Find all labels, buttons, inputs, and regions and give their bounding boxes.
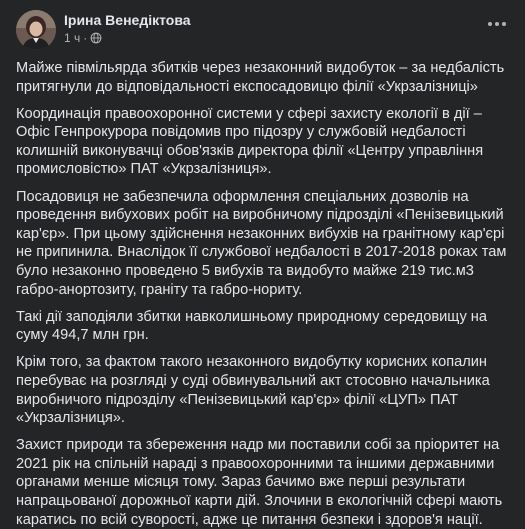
post-paragraph: Крім того, за фактом такого незаконного видобутку корисних копалин перебуває на розгляді у суді обвинувальний акт стосовно начальника виробничого підрозділу «Пенізевицький кар'єр» філії «ЦУП» ПАТ «Укрзалізниця». [16, 354, 490, 427]
post-paragraph: Захист природи та збереження надр ми поставили собі за пріоритет на 2021 рік на спільній нараді з правоохоронними та іншими державними органами менше місяця тому. Зараз бачимо вже перші результати напрацьованої дорожньої карти дій. Злочини в екологічній сфері мають каратись по всій суворості, адже це питання безпеки і здоров'я нації. [16, 437, 503, 528]
post-body [16, 59, 509, 529]
post-meta [64, 10, 191, 46]
post-timestamp[interactable]: 1 ч [64, 31, 81, 45]
post-header [16, 10, 509, 50]
more-horizontal-icon [487, 21, 507, 27]
post-paragraph: Координація правоохоронної системи у сфері захисту екології в дії – Офіс Генпрокурора повідомив про підозру у службовій недбалості колишній виконувачці обов'язків директора філії «Центру управління промисловістю» ПАТ «Укрзалізниця». [16, 105, 484, 178]
avatar-image [16, 10, 56, 50]
post-paragraph: Майже півмільярда збитків через незаконний видобуток – за недбалість притягнули до відповідальності експосадовицю філії «Укрзалізниці» [16, 60, 505, 95]
post-subline [64, 30, 191, 46]
post-paragraph: Посадовиця не забезпечила оформлення спеціальних дозволів на проведення вибухових робіт на виробничому підрозділі «Пенізевицький кар'єр». При цьому здійснення незаконних вибухів на гранітному кар'єрі не припинила. Внаслідок її службової недбалості в 2017-2018 роках там було незаконно проведено 5 вибухів та видобуто майже 219 тис.м3 габро-анортозиту, граніту та габро-нориту. [16, 188, 507, 298]
post-paragraph: Такі дії заподіяли збитки навколишньому природному середовищу на суму 494,7 млн грн. [16, 308, 487, 344]
author-avatar[interactable] [16, 10, 56, 50]
separator-dot: · [83, 31, 88, 45]
globe-icon[interactable] [90, 32, 102, 44]
author-name[interactable]: Ірина Венедіктова [64, 12, 191, 28]
more-options-button[interactable] [483, 12, 511, 36]
